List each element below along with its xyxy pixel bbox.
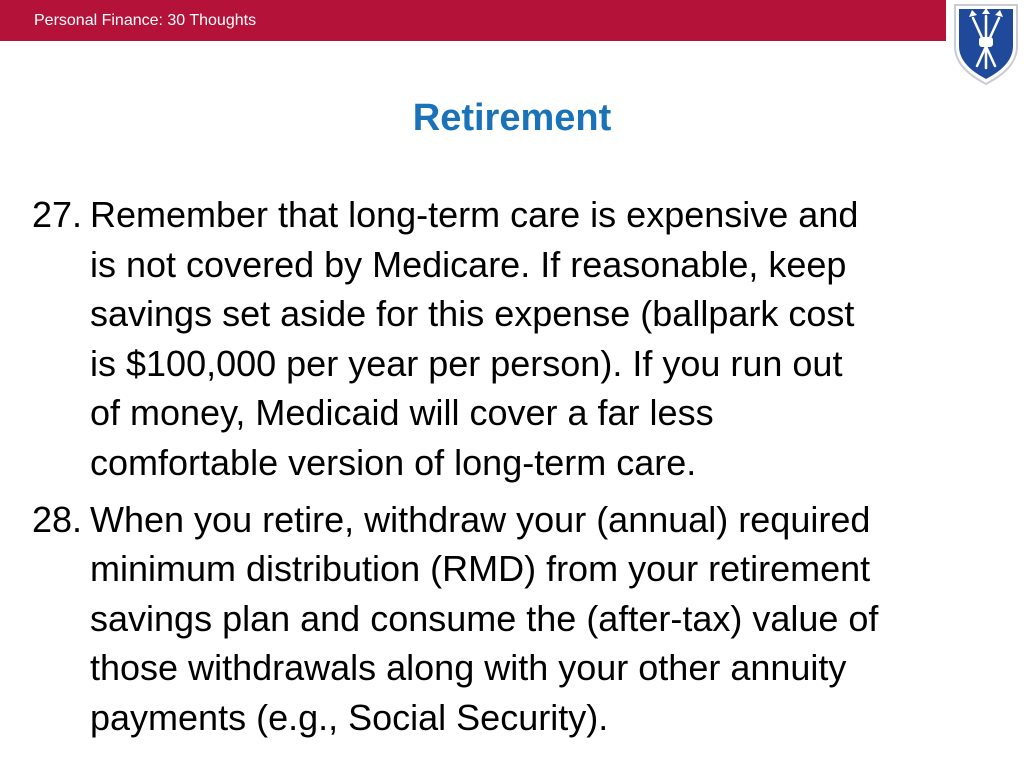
slide-title: Retirement: [412, 97, 612, 139]
list-item: [32, 495, 1012, 743]
list-item-text: Remember that long-term care is expensive and is not covered by Medicare. If reasonable, keep savings set aside for this expense (ballpark cost is $100,000 per year per person). If you run out of money, Medicaid will cover a far less comfortable version of long-term care.: [90, 194, 859, 483]
header-bar: [0, 0, 946, 41]
shield-crest-icon: [953, 2, 1019, 86]
list-item-text: When you retire, withdraw your (annual) required minimum distribution (RMD) from your retirement savings plan and consume the (after-tax) value of those withdrawals along with your other annuity payments (e.g., Social Security).: [90, 498, 879, 738]
header-title: Personal Finance: 30 Thoughts: [34, 12, 257, 29]
list-item-number: 28.: [32, 498, 83, 540]
list-item: [32, 190, 1012, 488]
slide-content: [32, 190, 1012, 750]
list-item-number: 27.: [32, 194, 83, 235]
